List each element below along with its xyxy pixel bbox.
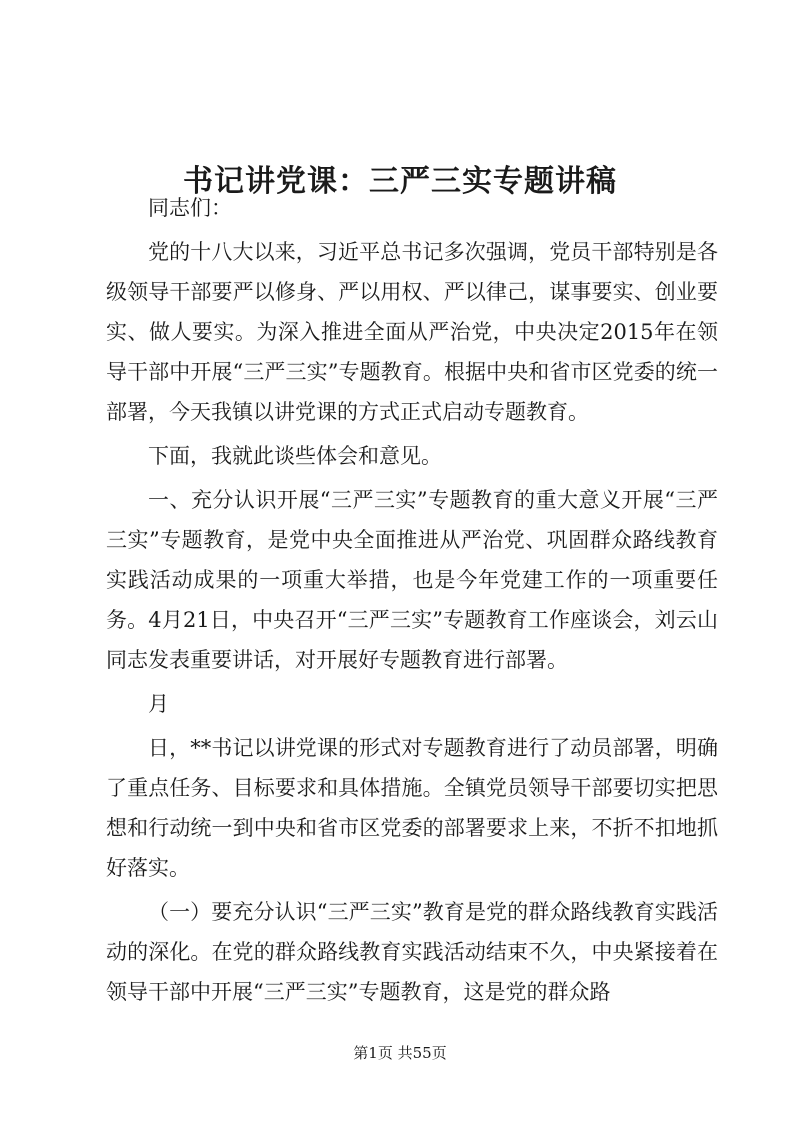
paragraph-transition: 下面，我就此谈些体会和意见。 [148,444,442,468]
paragraph-deployment: 日，**书记以讲党课的形式对专题教育进行了动员部署，明确了重点任务、目标要求和具体措施。全镇党员领导干部要切实把思想和行动统一到中央和省市区党委的部署要求上来，不折不扣地抓好落实。 [106,736,718,880]
paragraph-subsection-one: （一）要充分认识“三严三实”教育是党的群众路线教育实践活动的深化。在党的群众路线教育实践活动结束不久，中央紧接着在领导干部中开展“三严三实”专题教育，这是党的群众路 [106,900,718,1004]
page-footer: 第1页 共55页 [353,1044,447,1062]
paragraph-salutation: 同志们： [148,196,232,220]
paragraph-intro: 党的十八大以来，习近平总书记多次强调，党员干部特别是各级领导干部要严以修身、严以用权、严以律己，谋事要实、创业要实、做人要实。为深入推进全面从严治党，中央决定2015年在领导干部中开展“三严三实”专题教育。根据中央和省市区党委的统一部署，今天我镇以讲党课的方式正式启动专题教育。 [106,240,718,424]
document-title: 书记讲党课：三严三实专题讲稿 [183,164,617,200]
paragraph-month: 月 [148,692,169,716]
document-body [106,188,718,1016]
paragraph-section-one: 一、充分认识开展“三严三实”专题教育的重大意义开展“三严三实”专题教育，是党中央全面推进从严治党、巩固群众路线教育实践活动成果的一项重大举措，也是今年党建工作的一项重要任务。4月21日，中央召开“三严三实”专题教育工作座谈会，刘云山同志发表重要讲话，对开展好专题教育进行部署。 [106,488,718,672]
